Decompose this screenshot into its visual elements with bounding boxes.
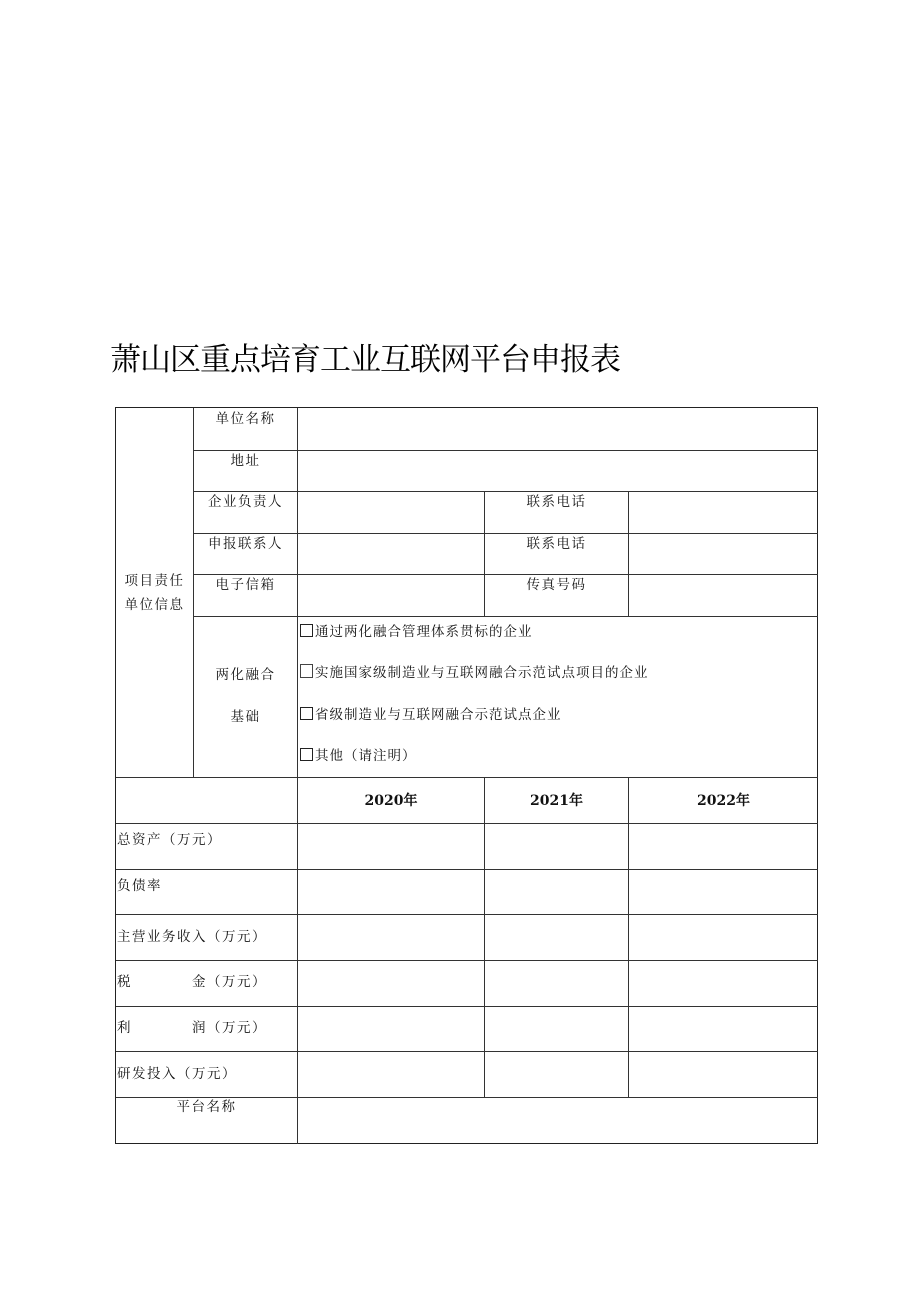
year-header: 2020年 <box>364 793 418 809</box>
option-label: 通过两化融合管理体系贯标的企业 <box>315 624 533 640</box>
contact-phone-label-2: 联系电话 <box>526 536 587 552</box>
option-item[interactable] <box>300 703 562 723</box>
enterprise-head-label: 企业负责人 <box>208 494 283 510</box>
address-label: 地址 <box>230 453 261 469</box>
checkbox[interactable] <box>300 664 313 678</box>
financial-row-label: 主营业务收入（万元） <box>117 929 267 945</box>
financial-row-label: 总资产（万元） <box>117 832 222 848</box>
address-field[interactable] <box>298 451 818 491</box>
financial-row-label: 利 润（万元） <box>117 1020 267 1036</box>
option-label: 省级制造业与互联网融合示范试点企业 <box>315 707 562 723</box>
row-divider <box>116 869 818 870</box>
applicant-contact-field[interactable] <box>298 534 484 574</box>
enterprise-head-field[interactable] <box>298 492 484 533</box>
platform-name-field[interactable] <box>298 1098 818 1144</box>
platform-name-label: 平台名称 <box>176 1099 237 1115</box>
col-divider <box>484 777 485 1097</box>
option-item[interactable] <box>300 620 533 640</box>
section-label <box>116 575 193 612</box>
row-divider <box>116 914 818 915</box>
checkbox[interactable] <box>300 707 313 720</box>
financial-row-label: 税 金（万元） <box>117 974 267 990</box>
contact-phone-field-2[interactable] <box>629 534 818 574</box>
row-divider <box>116 823 818 824</box>
option-item[interactable] <box>300 661 649 681</box>
unit-name-field[interactable] <box>298 409 818 450</box>
financial-row-label: 研发投入（万元） <box>117 1066 237 1082</box>
option-label: 实施国家级制造业与互联网融合示范试点项目的企业 <box>315 665 649 681</box>
col-divider <box>484 491 485 616</box>
option-label: 其他（请注明） <box>315 748 417 764</box>
checkbox[interactable] <box>300 624 313 637</box>
application-form-table <box>115 407 818 1144</box>
year-header: 2022年 <box>697 793 750 809</box>
row-divider <box>116 1006 818 1007</box>
unit-name-label: 单位名称 <box>215 411 276 427</box>
form-title: 萧山区重点培育工业互联网平台申报表 <box>110 342 620 378</box>
col-divider <box>628 777 629 1097</box>
email-field[interactable] <box>298 575 484 616</box>
section-label-line1: 项目责任 <box>124 573 185 589</box>
contact-phone-label-1: 联系电话 <box>526 494 587 510</box>
fax-label: 传真号码 <box>526 577 587 593</box>
row-divider <box>116 777 818 778</box>
integration-label <box>194 669 297 724</box>
checkbox[interactable] <box>300 748 313 761</box>
financial-row-label: 负债率 <box>117 878 162 894</box>
row-divider <box>116 960 818 961</box>
fax-field[interactable] <box>629 575 818 616</box>
integration-label-line1: 两化融合 <box>215 667 276 683</box>
email-label: 电子信箱 <box>215 577 276 593</box>
integration-label-line2: 基础 <box>230 708 261 725</box>
applicant-contact-label: 申报联系人 <box>208 536 283 552</box>
row-divider <box>193 616 818 617</box>
section-label-line2: 单位信息 <box>124 596 185 613</box>
year-header: 2021年 <box>530 793 583 809</box>
option-item[interactable] <box>300 744 417 764</box>
contact-phone-field-1[interactable] <box>629 492 818 533</box>
row-divider <box>116 1051 818 1052</box>
